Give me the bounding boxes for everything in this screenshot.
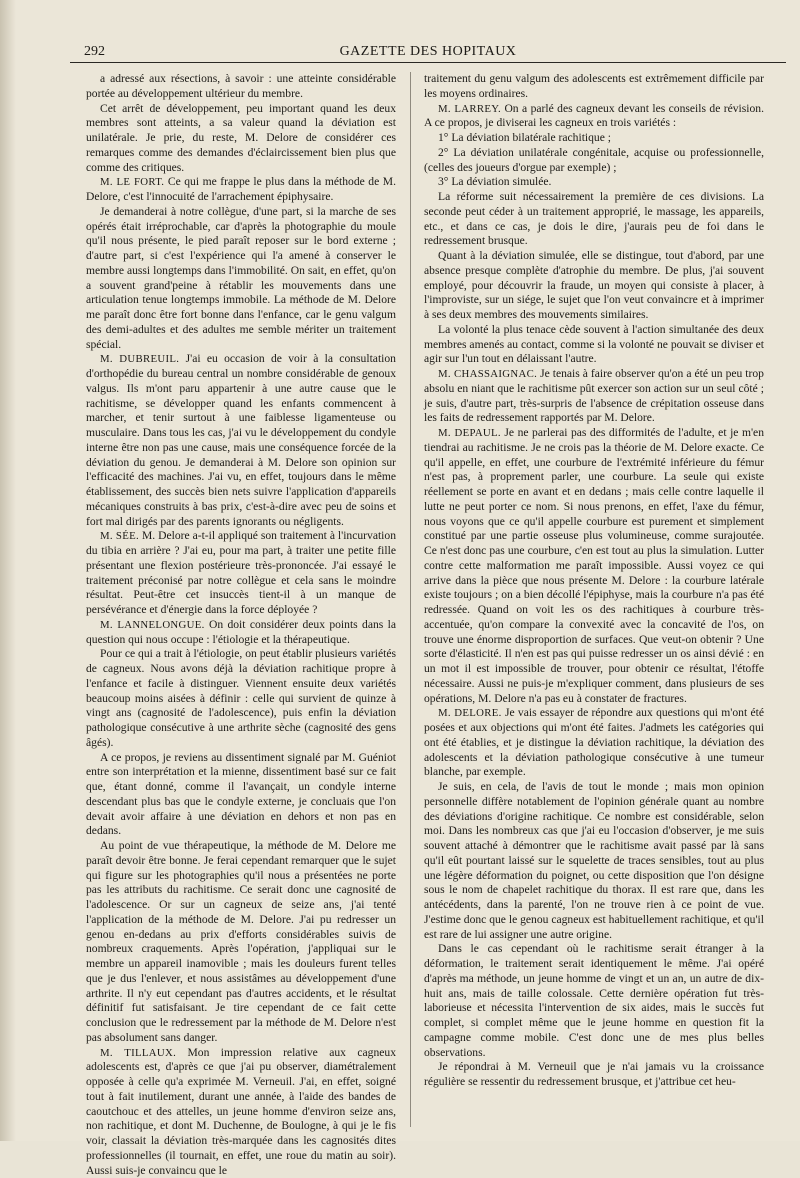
paragraph-text: On doit considérer deux points dans la question qui nous occupe : l'étiologie et la thérapeutique. [86, 618, 396, 646]
paragraph [424, 190, 764, 249]
paragraph-text: Je suis, en cela, de l'avis de tout le monde ; mais mon opinion personnelle diffère notablement de l'opinion générale quant au nombre des déviations d'origine rachitique. Ce nombre est considérable, selon moi. Dans les nombreux cas que j'ai eu l'occasion d'observer, je me suis souvent attaché à démontrer que le rachitisme avait passé par là sans qu'il eût pourtant laissé sur le squelette de traces sensibles, tout au plus une légère déformation du poignet, ou cette disposition que l'on désigne sous le nom de chapelet rachitique du thorax. Il est rare que, dans les antécédents, dans la parenté, l'on ne trouve rien à ce point de vue. J'estime donc que le genou cagneux est habituellement rachitique, et qu'il est rare de lui assigner une autre origine. [424, 780, 764, 941]
page-header [70, 44, 786, 63]
speaker-name: M. LARREY. [438, 103, 501, 115]
column-rule [410, 72, 411, 1127]
paragraph-text: Dans le cas cependant où le rachitisme serait étranger à la déformation, le traitement serait identiquement le même. J'ai opéré d'après ma méthode, un jeune homme de vingt et un an, un autre de dix-huit ans, mais de taille colossale. Cette dernière opération fut très-laborieuse et nécessita l'intervention de six aides, mais le succès fut complet, si complet même que le jeune homme en question fit la campagne comme mobile. C'est donc une de mes plus belles observations. [424, 942, 764, 1058]
paragraph-text: Mon impression relative aux cagneux adolescents est, d'après ce que j'ai pu observer, diamétralement opposée à celle qu'a exprimée M. Verneuil. J'ai, en effet, soigné tout à fait inutilement, durant une année, à l'aide des bandes de caoutchouc et des attelles, un jeune homme d'environ seize ans, non rachitique, et dont M. Duchenne, de Boulogne, à qui je le fis voir, classait la déviation très-marquée dans les cagnosités dites professionnelles (il tournait, en effet, une roue du matin au soir). Aussi suis-je convaincu que le [86, 1046, 396, 1177]
paragraph [86, 205, 396, 353]
paragraph [424, 175, 764, 190]
speaker-name: M. DELORE. [438, 707, 502, 719]
left-column [86, 72, 396, 1132]
paragraph [424, 780, 764, 942]
paragraph [424, 72, 764, 102]
paragraph [86, 529, 396, 618]
paragraph [424, 323, 764, 367]
paragraph-text: Je vais essayer de répondre aux questions qui m'ont été posées et aux objections qui m'ont été faites. J'admets les catégories qui ont été établies, et je distingue la déviation rachitique, la déviation des adolescents et la déviation pathologique consécutive à une tumeur blanche, par exemple. [424, 706, 764, 778]
binding-shadow [0, 0, 16, 1141]
paragraph-text: La volonté la plus tenace cède souvent à l'action simultanée des deux membres amenés au contact, comme si la volonté ne pouvait se diviser et agir sur l'un tout en délaissant l'autre. [424, 323, 764, 366]
paragraph-text: 2° La déviation unilatérale congénitale, acquise ou professionnelle, (celles des joueurs d'orgue par exemple) ; [424, 146, 764, 174]
speaker-name: M. LANNELONGUE. [100, 619, 205, 631]
paragraph [86, 1046, 396, 1178]
paragraph-text: traitement du genu valgum des adolescents est extrêmement difficile par les moyens ordinaires. [424, 72, 764, 100]
paragraph-text: Cet arrêt de développement, peu important quand les deux membres sont atteints, a sa valeur quand la déviation est unilatérale. Je prie, du reste, M. Delore de considérer ces remarques comme des demandes d'éclaircissement bien plus que comme des critiques. [86, 102, 396, 174]
speaker-name: M. TILLAUX. [100, 1047, 176, 1059]
paragraph [86, 102, 396, 176]
journal-title: GAZETTE DES HOPITAUX [70, 44, 786, 60]
paragraph [86, 751, 396, 840]
paragraph-text: On a parlé des cagneux devant les conseils de révision. A ce propos, je diviserai les cagneux en trois variétés : [424, 102, 764, 130]
paragraph [86, 647, 396, 750]
paragraph [424, 367, 764, 426]
page-number: 292 [84, 44, 105, 60]
paragraph [86, 352, 396, 529]
speaker-name: M. SÉE. [100, 530, 139, 542]
paragraph-text: 3° La déviation simulée. [438, 175, 551, 188]
paragraph [424, 942, 764, 1060]
speaker-name: M. DEPAUL. [438, 427, 501, 439]
paragraph-text: Au point de vue thérapeutique, la méthode de M. Delore me paraît devoir être bonne. Je ferai cependant remarquer que le sujet qui figure sur les photographies qu'il nous a présentées ne porte pas les attributs du rachitisme. Ce serait donc une cagnosité de l'adolescence. Or sur un cagneux de seize ans, j'ai tenté l'application de la méthode de M. Delore. J'ai pu redresser un genou en-dedans au prix d'efforts considérables suivis de nombreux craquements. Après l'opération, j'appliquai sur le membre un appareil inamovible ; mais les douleurs furent telles que je dus l'enlever, et nous assistâmes au développement d'une arthrite. Il n'y eut cependant pas d'autres accidents, et le résultat définitif fut satisfaisant. Je tire cependant de ce fait cette conclusion que le redressement par la méthode de M. Delore n'est pas absolument sans danger. [86, 839, 396, 1044]
paragraph [424, 249, 764, 323]
paragraph [86, 839, 396, 1046]
paragraph-text: Je tenais à faire observer qu'on a été un peu trop absolu en niant que le rachitisme pût exercer son action sur un seul côté ; je suis, d'autre part, très-surpris de l'absence de crépitation osseuse dans les faits de redressement rapportés par M. Delore. [424, 367, 764, 424]
speaker-name: M. CHASSAIGNAC. [438, 368, 537, 380]
paragraph-text: Je répondrai à M. Verneuil que je n'ai jamais vu la croissance régulière se ressentir du redressement brusque, et j'attribue cet heu- [424, 1060, 764, 1088]
paragraph [424, 1060, 764, 1090]
paragraph-text: A ce propos, je reviens au dissentiment signalé par M. Guéniot entre son interprétation et la mienne, dissentiment basé sur ce fait que, étant donné, comme il l'avançait, un condyle interne descendant plus bas que le condyle externe, je concluais que l'on devait avoir affaire à une déviation en dehors et non pas en dedans. [86, 751, 396, 838]
paragraph-text: Ce qui me frappe le plus dans la méthode de M. Delore, c'est l'innocuité de l'arrachement épiphysaire. [86, 175, 396, 203]
paragraph [424, 146, 764, 176]
paragraph-text: J'ai eu occasion de voir à la consultation d'orthopédie du bureau central un nombre considérable de genoux valgus. Ils m'ont paru appartenir à une autre cause que le rachitisme, se développer quand les enfants commencent à marcher, et tenir surtout à une faiblesse ligamenteuse ou musculaire. Dans tous les cas, j'ai vu le développement du condyle interne être non pas une cause, mais une conséquence forcée de la déviation du genou. Je demanderai à M. Delore son opinion sur l'efficacité des machines. J'ai vu, en effet, toujours dans le même établissement, des succès bien nets suivre l'application d'appareils mécaniques construits à bas prix, c'est-à-dire avec peu de soins et fort mal dirigés par des parents ignorants ou négligents. [86, 352, 396, 527]
paragraph-text: Pour ce qui a trait à l'étiologie, on peut établir plusieurs variétés de cagneux. Nous avons déjà la déviation rachitique propre à l'enfance et facile à distinguer. Viennent ensuite deux variétés beaucoup moins aisées à définir : celle qui survient de quinze à vingt ans (cagnosité de l'adolescence), puis enfin la déviation pathologique consécutive à une arthrite sèche (cagnosité des gens âgés). [86, 647, 396, 749]
paragraph-text: Je demanderai à notre collègue, d'une part, si la marche de ses opérés était irréprochable, car d'après la photographie du moule qu'il nous présente, le pied paraît reposer sur le bord externe ; d'autre part, si c'est l'expérience qui l'a amené à conserver le membre aussi longtemps dans l'immobilité. On sait, en effet, qu'on a souvent grand'peine à rétablir les mouvements dans une articulation tenue longtemps immobile. La méthode de M. Delore me paraît donc être fort bonne dans l'enfance, car le genu valgum des demi-adultes et des adultes me semble mériter un traitement spécial. [86, 205, 396, 351]
paragraph [424, 131, 764, 146]
paragraph [86, 618, 396, 648]
paragraph-text: Je ne parlerai pas des difformités de l'adulte, et je m'en tiendrai au rachitisme. Je ne crois pas la théorie de M. Delore exacte. Ce qu'il appelle, en effet, une courbure de l'extrémité inférieure du fémur n'est pas, à proprement parler, une courbure. La seule qui existe réellement se porte en avant et en dedans ; mais celle contre laquelle il lutte ne peut porter ce nom. Si nous prenons, en effet, l'axe du fémur, nous voyons que ce qu'il appelle courbure est purement et simplement constitué par une partie osseuse plus volumineuse, comme surajoutée. Ce n'est donc pas une courbure, c'en est tout au plus la simulation. Lutter contre cette malformation me paraît impossible. Aussi voyez ce qui arrive dans la pièce que nous présente M. Delore : la courbure latérale existe toujours ; on a bien décollé l'épiphyse, mais la courbure n'a pas été redressée. Quand on voit les os des rachitiques à courbure très-accentuée, qu'on compare la convexité avec la concavité de l'os, on trouve une énorme disproportion de surfaces. Que veut-on obtenir ? Une sorte d'élasticité. Il n'en est pas qui puisse redresser un os ainsi dévié : en un mot il est impossible de trouver, pour obtenir ce résultat, l'étoffe nécessaire. Aussi ne puis-je m'expliquer comment, dans plusieurs de ses opérations, M. Delore n'a pas eu à constater de fractures. [424, 426, 764, 705]
paragraph-text: 1° La déviation bilatérale rachitique ; [438, 131, 611, 144]
paragraph [424, 426, 764, 706]
speaker-name: M. DUBREUIL. [100, 353, 179, 365]
paragraph [424, 102, 764, 132]
paragraph-text: Quant à la déviation simulée, elle se distingue, tout d'abord, par une absence presque complète d'atrophie du membre. De plus, j'ai souvent employé, pour découvrir la fraude, un moyen qui consiste à placer, à l'improviste, sur un siége, le sujet que l'on veut convaincre et à imprimer à ses deux membres des mouvements similaires. [424, 249, 764, 321]
paragraph-text: M. Delore a-t-il appliqué son traitement à l'incurvation du tibia en arrière ? J'ai eu, pour ma part, à traiter une petite fille présentant une flexion postérieure très-prononcée. J'ai essayé le traitement préconisé par notre collègue et cela sans le moindre résultat. Peut-être cet insuccès tient-il à un manque de persévérance et d'énergie dans la force déployée ? [86, 529, 396, 616]
speaker-name: M. LE FORT. [100, 176, 164, 188]
paragraph [424, 706, 764, 780]
right-column [424, 72, 764, 1132]
paragraph-text: La réforme suit nécessairement la première de ces divisions. La seconde peut céder à un traitement approprié, le massage, les appareils, etc., et dans ce cas, je dois le dire, j'aurais peu de foi dans le redressement brusque. [424, 190, 764, 247]
paragraph [86, 175, 396, 205]
paragraph [86, 72, 396, 102]
paragraph-text: a adressé aux résections, à savoir : une atteinte considérable portée au développement ultérieur du membre. [86, 72, 396, 100]
